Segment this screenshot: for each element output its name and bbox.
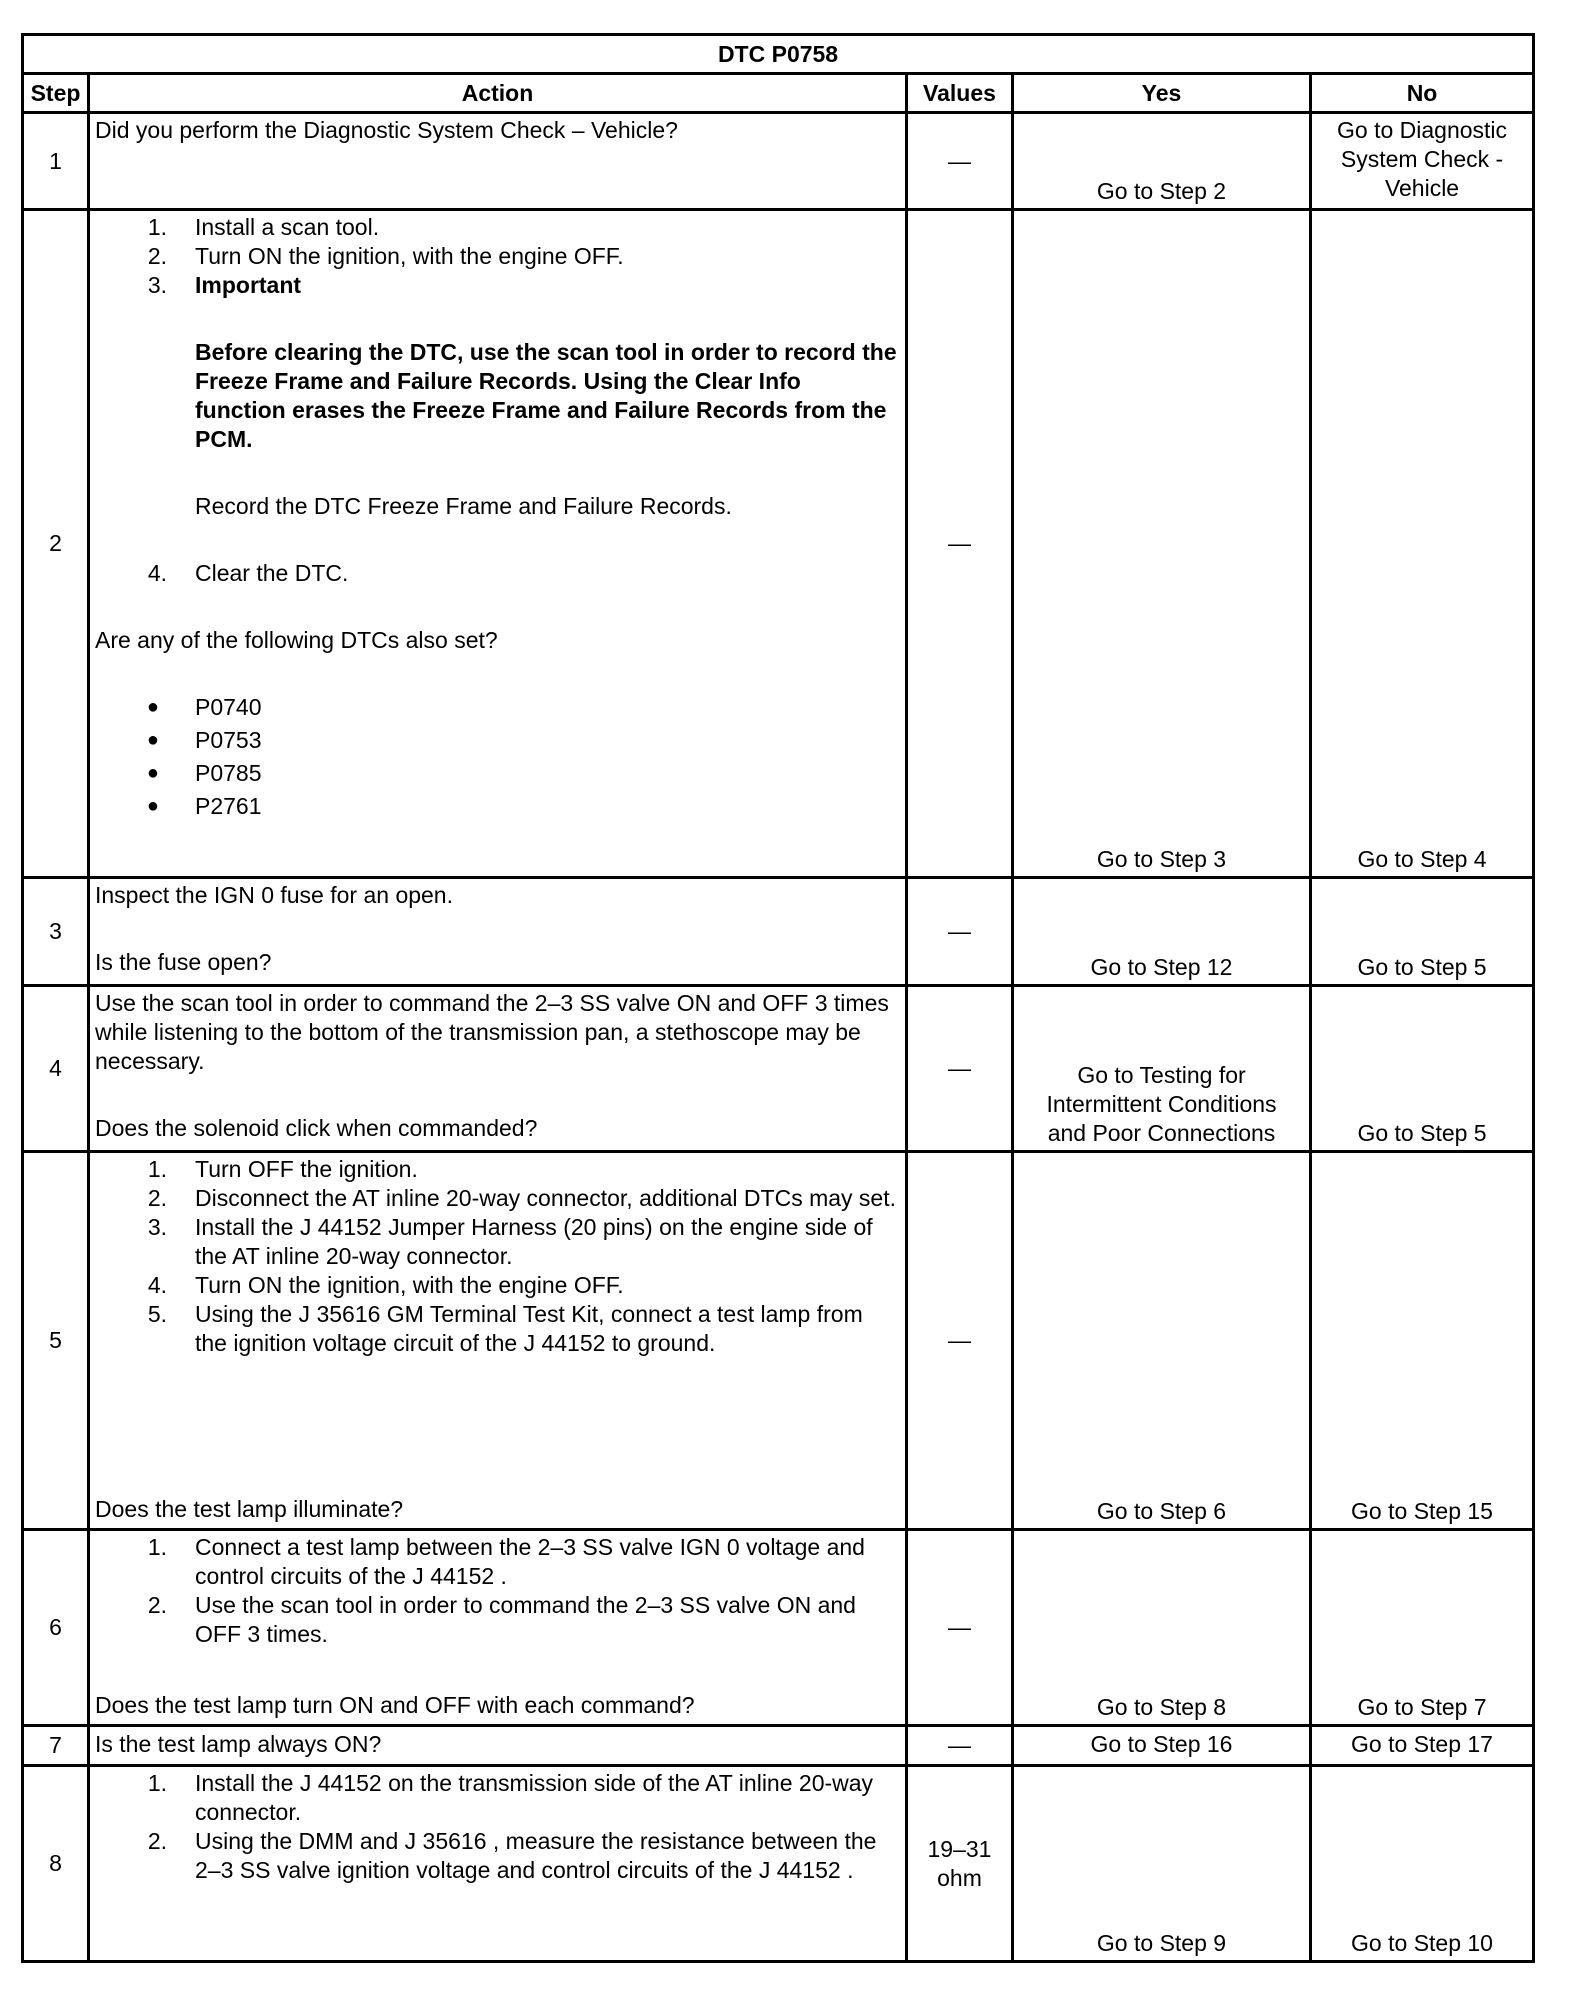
yes-cell: Go to Step 12 <box>1013 878 1311 986</box>
list-item: 5. Using the J 35616 GM Terminal Test Kit, connect a test lamp from the ignition voltage circuit of the J 44152 to ground. <box>147 1301 863 1356</box>
yes-link-text: Go to Testing for Intermittent Conditions and Poor Connections <box>1046 1062 1277 1146</box>
question-text: Is the fuse open? <box>95 949 272 975</box>
values-cell: — <box>907 210 1013 878</box>
list-item: 2. Disconnect the AT inline 20-way connector, additional DTCs may set. <box>147 1185 896 1211</box>
header-action: Action <box>89 74 907 113</box>
dtc-list-item: ● P0753 <box>146 727 262 753</box>
yes-cell: Go to Step 16 <box>1013 1726 1311 1766</box>
values-cell: — <box>907 1726 1013 1766</box>
no-cell <box>1311 113 1534 210</box>
no-cell: Go to Step 17 <box>1311 1726 1534 1766</box>
yes-cell: Go to Step 8 <box>1013 1530 1311 1726</box>
action-cell <box>89 113 907 210</box>
diagnostic-table-sheet <box>21 33 1532 1963</box>
dtc-list-item: ● P2761 <box>146 793 262 819</box>
yes-cell: Go to Step 9 <box>1013 1766 1311 1962</box>
list-item: 3. Install the J 44152 Jumper Harness (20 pins) on the engine side of the AT inline 20-way connector. <box>147 1214 873 1269</box>
step-number: 1 <box>23 113 89 210</box>
list-item: 1. Install a scan tool. <box>147 214 380 240</box>
action-text: Inspect the IGN 0 fuse for an open. <box>95 882 453 908</box>
header-yes: Yes <box>1013 74 1311 113</box>
action-cell <box>89 210 907 878</box>
table-row <box>23 1530 1534 1726</box>
yes-cell <box>1013 986 1311 1152</box>
diagnostic-table <box>21 33 1535 1963</box>
table-row <box>23 113 1534 210</box>
step-number: 8 <box>23 1766 89 1962</box>
values-cell: — <box>907 1152 1013 1530</box>
no-cell: Go to Step 7 <box>1311 1530 1534 1726</box>
resistance-value: 19–31 ohm <box>927 1835 992 1891</box>
table-row <box>23 878 1534 986</box>
header-step: Step <box>23 74 89 113</box>
values-cell: — <box>907 986 1013 1152</box>
action-text: Use the scan tool in order to command the 2–3 SS valve ON and OFF 3 times while listening to the bottom of the transmission pan, a stethoscope may be necessary. <box>95 990 889 1074</box>
record-instruction: Record the DTC Freeze Frame and Failure Records. <box>195 493 732 519</box>
values-cell <box>907 1766 1013 1962</box>
list-item: 2. Turn ON the ignition, with the engine OFF. <box>147 243 624 269</box>
table-title: DTC P0758 <box>23 35 1534 74</box>
table-row <box>23 1766 1534 1962</box>
action-cell <box>89 1530 907 1726</box>
table-row <box>23 210 1534 878</box>
table-row <box>23 986 1534 1152</box>
header-values: Values <box>907 74 1013 113</box>
action-cell <box>89 878 907 986</box>
list-item: 1. Connect a test lamp between the 2–3 SS valve IGN 0 voltage and control circuits of the J 44152 . <box>147 1534 865 1589</box>
no-cell: Go to Step 4 <box>1311 210 1534 878</box>
step-number: 2 <box>23 210 89 878</box>
dtc-list-item: ● P0740 <box>146 694 262 720</box>
question-text: Does the test lamp turn ON and OFF with each command? <box>95 1692 695 1718</box>
list-item: 1. Install the J 44152 on the transmission side of the AT inline 20-way connector. <box>147 1770 874 1825</box>
list-item: 1. Turn OFF the ignition. <box>147 1156 418 1182</box>
action-cell <box>89 1726 907 1766</box>
table-row <box>23 1726 1534 1766</box>
table-row <box>23 1152 1534 1530</box>
list-item: 3. Important <box>147 272 302 298</box>
list-item: 2. Use the scan tool in order to command the 2–3 SS valve ON and OFF 3 times. <box>147 1592 856 1647</box>
question-text: Are any of the following DTCs also set? <box>95 627 498 653</box>
important-note: Before clearing the DTC, use the scan tool in order to record the Freeze Frame and Failure Records. Using the Clear Info function erases the Freeze Frame and Failure Records from the PCM. <box>195 339 897 452</box>
step-number: 5 <box>23 1152 89 1530</box>
list-item: 2. Using the DMM and J 35616 , measure the resistance between the 2–3 SS valve ignition voltage and control circuits of the J 44152 . <box>147 1828 877 1883</box>
dtc-list-item: ● P0785 <box>146 760 262 786</box>
yes-cell: Go to Step 6 <box>1013 1152 1311 1530</box>
yes-cell: Go to Step 3 <box>1013 210 1311 878</box>
question-text: Does the test lamp illuminate? <box>95 1496 404 1522</box>
step-number: 7 <box>23 1726 89 1766</box>
list-item: 4. Turn ON the ignition, with the engine OFF. <box>147 1272 624 1298</box>
header-no: No <box>1311 74 1534 113</box>
step-number: 6 <box>23 1530 89 1726</box>
step-number: 3 <box>23 878 89 986</box>
step-number: 4 <box>23 986 89 1152</box>
question-text: Is the test lamp always ON? <box>95 1731 382 1757</box>
question-text: Does the solenoid click when commanded? <box>95 1115 538 1141</box>
yes-cell: Go to Step 2 <box>1013 113 1311 210</box>
no-cell: Go to Step 10 <box>1311 1766 1534 1962</box>
no-cell: Go to Step 15 <box>1311 1152 1534 1530</box>
values-cell: — <box>907 113 1013 210</box>
action-cell <box>89 986 907 1152</box>
action-cell <box>89 1766 907 1962</box>
values-cell: — <box>907 878 1013 986</box>
no-cell: Go to Step 5 <box>1311 878 1534 986</box>
action-cell <box>89 1152 907 1530</box>
values-cell: — <box>907 1530 1013 1726</box>
question-text: Did you perform the Diagnostic System Check – Vehicle? <box>95 117 678 143</box>
no-link-text: Go to Diagnostic System Check - Vehicle <box>1337 117 1508 201</box>
no-cell: Go to Step 5 <box>1311 986 1534 1152</box>
list-item: 4. Clear the DTC. <box>147 560 349 586</box>
